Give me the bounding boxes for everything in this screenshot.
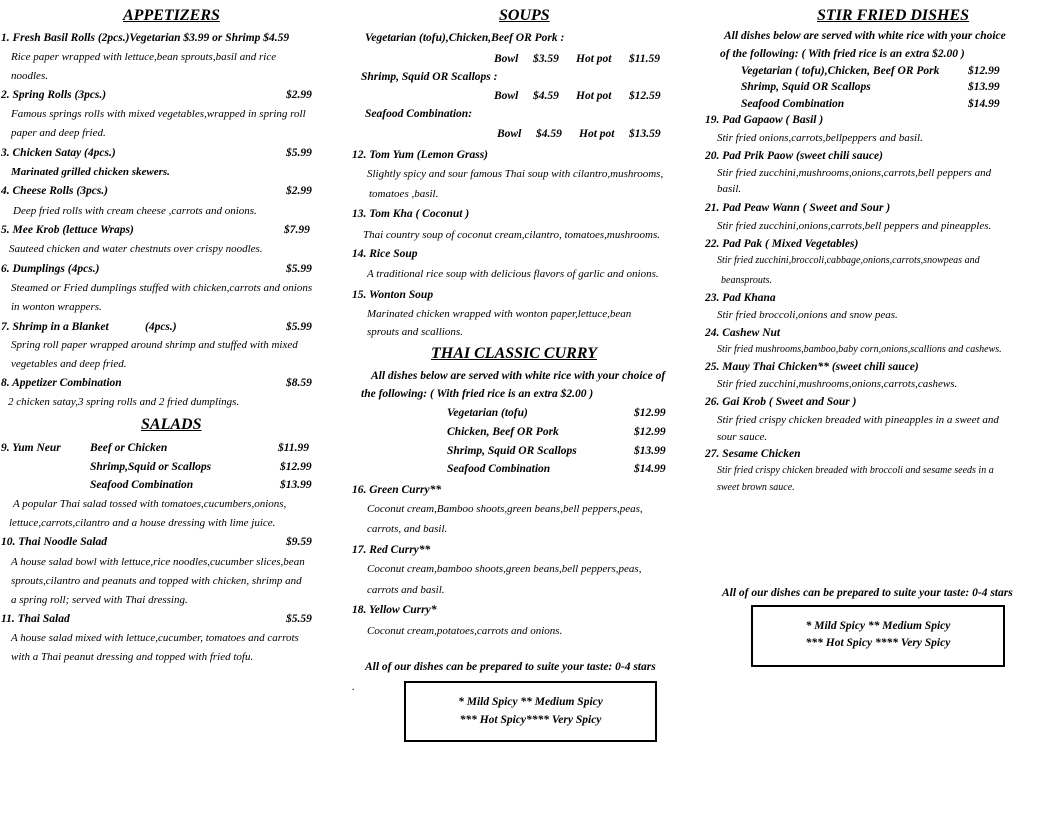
- curry-heading: THAI CLASSIC CURRY: [431, 345, 597, 362]
- item-9-option: Seafood Combination: [90, 479, 194, 491]
- bowl-label: Bowl: [497, 128, 522, 140]
- hotpot-price: $11.59: [629, 53, 660, 65]
- item-9-desc: lettuce,carrots,cilantro and a house dressing with lime juice.: [9, 517, 276, 529]
- item-17-title: 17. Red Curry**: [352, 544, 431, 556]
- item-27-desc: Stir fried crispy chicken breaded with broccoli and sesame seeds in a: [717, 465, 994, 476]
- item-14-title: 14. Rice Soup: [352, 248, 418, 260]
- item-1-title: 1. Fresh Basil Rolls (2pcs.)Vegetarian $3.99 or Shrimp $4.59: [1, 32, 290, 44]
- item-27-desc: sweet brown sauce.: [717, 482, 795, 493]
- item-2-price: $2.99: [286, 89, 312, 101]
- item-11-title: 11. Thai Salad: [1, 613, 70, 625]
- item-15-desc: sprouts and scallions.: [367, 326, 463, 338]
- item-18-title: 18. Yellow Curry*: [352, 604, 437, 616]
- stirfry-price: $14.99: [968, 98, 1000, 110]
- item-1-desc: noodles.: [11, 70, 48, 82]
- stirfry-intro: All dishes below are served with white rice with your choice: [724, 30, 1006, 42]
- item-16-title: 16. Green Curry**: [352, 484, 442, 496]
- curry-intro: All dishes below are served with white rice with your choice of: [371, 370, 666, 382]
- item-10-desc: A house salad bowl with lettuce,rice noodles,cucumber slices,bean: [11, 556, 305, 568]
- curry-price: $12.99: [634, 426, 666, 438]
- stirfry-option: Vegetarian ( tofu),Chicken, Beef OR Pork: [741, 65, 940, 77]
- item-8-desc: 2 chicken satay,3 spring rolls and 2 fried dumplings.: [8, 396, 240, 408]
- bowl-label: Bowl: [494, 90, 519, 102]
- item-9-price: $13.99: [280, 479, 312, 491]
- soup-group-label: Seafood Combination:: [365, 108, 473, 120]
- curry-option: Shrimp, Squid OR Scallops: [447, 445, 577, 457]
- hotpot-price: $12.59: [629, 90, 661, 102]
- item-2-title: 2. Spring Rolls (3pcs.): [1, 89, 107, 101]
- hotpot-label: Hot pot: [576, 53, 612, 65]
- spice-legend-box: [751, 605, 1005, 667]
- item-12-title: 12. Tom Yum (Lemon Grass): [352, 149, 489, 161]
- stirfry-option: Seafood Combination: [741, 98, 845, 110]
- soup-group-label: Vegetarian (tofu),Chicken,Beef OR Pork :: [365, 32, 565, 44]
- item-24-title: 24. Cashew Nut: [705, 327, 781, 339]
- stirfry-heading: STIR FRIED DISHES: [817, 7, 970, 24]
- item-26-desc: Stir fried crispy chicken breaded with pineapples in a sweet and: [717, 414, 999, 426]
- item-26-desc: sour sauce.: [717, 431, 768, 443]
- curry-price: $14.99: [634, 463, 666, 475]
- bowl-label: Bowl: [494, 53, 519, 65]
- item-14-desc: A traditional rice soup with delicious flavors of garlic and onions.: [367, 268, 659, 280]
- item-7-desc: vegetables and deep fried.: [11, 358, 127, 370]
- spice-legend-line: *** Hot Spicy**** Very Spicy: [459, 714, 602, 726]
- item-3-price: $5.99: [286, 147, 312, 159]
- item-8-title: 8. Appetizer Combination: [1, 377, 122, 389]
- item-5-desc: Sauteed chicken and water chestnuts over crispy noodles.: [9, 243, 263, 255]
- item-6-desc: in wonton wrappers.: [11, 301, 102, 313]
- item-9-price: $12.99: [280, 461, 312, 473]
- taste-note: All of our dishes can be prepared to suite your taste: 0-4 stars: [365, 661, 656, 673]
- item-13-title: 13. Tom Kha ( Coconut ): [352, 208, 470, 220]
- hotpot-label: Hot pot: [579, 128, 615, 140]
- item-26-title: 26. Gai Krob ( Sweet and Sour ): [705, 396, 857, 408]
- item-17-desc: Coconut cream,bamboo shoots,green beans,bell peppers,peas,: [367, 563, 642, 575]
- item-23-desc: Stir fried broccoli,onions and snow peas.: [717, 309, 898, 321]
- item-7-title: 7. Shrimp in a Blanket: [1, 321, 109, 333]
- salads-heading: SALADS: [141, 416, 202, 433]
- curry-price: $13.99: [634, 445, 666, 457]
- item-8-price: $8.59: [286, 377, 312, 389]
- item-15-desc: Marinated chicken wrapped with wonton paper,lettuce,bean: [367, 308, 632, 320]
- stirfry-price: $12.99: [968, 65, 1000, 77]
- item-11-price: $5.59: [286, 613, 312, 625]
- item-19-desc: Stir fried onions,carrots,bellpeppers and basil.: [717, 132, 923, 144]
- curry-intro: the following: ( With fried rice is an extra $2.00 ): [361, 388, 594, 400]
- spice-legend-box: [404, 681, 657, 742]
- item-7-desc: Spring roll paper wrapped around shrimp and stuffed with mixed: [11, 339, 298, 351]
- item-3-desc: Marinated grilled chicken skewers.: [11, 166, 170, 178]
- stray-dot: .: [352, 681, 355, 693]
- taste-note: All of our dishes can be prepared to suite your taste: 0-4 stars: [722, 587, 1013, 599]
- item-7-qty: (4pcs.): [145, 321, 177, 333]
- hotpot-label: Hot pot: [576, 90, 612, 102]
- item-12-desc: Slightly spicy and sour famous Thai soup with cilantro,mushrooms,: [367, 168, 664, 180]
- item-9-title: 9. Yum Neur: [1, 442, 61, 454]
- stirfry-intro: of the following: ( With fried rice is an extra $2.00 ): [720, 48, 965, 60]
- hotpot-price: $13.59: [629, 128, 661, 140]
- item-22-title: 22. Pad Pak ( Mixed Vegetables): [705, 238, 859, 250]
- item-19-title: 19. Pad Gapaow ( Basil ): [705, 114, 824, 126]
- item-9-option: Beef or Chicken: [90, 442, 168, 454]
- item-20-title: 20. Pad Prik Paow (sweet chili sauce): [705, 150, 883, 162]
- curry-option: Seafood Combination: [447, 463, 551, 475]
- appetizers-heading: APPETIZERS: [123, 7, 220, 24]
- item-2-desc: Famous springs rolls with mixed vegetables,wrapped in spring roll: [11, 108, 306, 120]
- item-18-desc: Coconut cream,potatoes,carrots and onions.: [367, 625, 563, 637]
- item-15-title: 15. Wonton Soup: [352, 289, 434, 301]
- item-11-desc: with a Thai peanut dressing and topped with fried tofu.: [11, 651, 254, 663]
- item-21-desc: Stir fried zucchini,onions,carrots,bell peppers and pineapples.: [717, 220, 992, 232]
- item-17-desc: carrots and basil.: [367, 584, 445, 596]
- item-1-desc: Rice paper wrapped with lettuce,bean sprouts,basil and rice: [11, 51, 277, 63]
- spice-legend-line: * Mild Spicy ** Medium Spicy: [805, 620, 951, 632]
- item-10-desc: a spring roll; served with Thai dressing.: [11, 594, 188, 606]
- item-27-title: 27. Sesame Chicken: [705, 448, 801, 460]
- soup-group-label: Shrimp, Squid OR Scallops :: [361, 71, 498, 83]
- spice-legend-line: *** Hot Spicy **** Very Spicy: [805, 637, 951, 649]
- item-6-desc: Steamed or Fried dumplings stuffed with chicken,carrots and onions: [11, 282, 313, 294]
- item-10-price: $9.59: [286, 536, 312, 548]
- item-22-desc: Stir fried zucchini,broccoli,cabbage,onions,carrots,snowpeas and: [717, 255, 980, 266]
- item-16-desc: carrots, and basil.: [367, 523, 448, 535]
- item-4-title: 4. Cheese Rolls (3pcs.): [1, 185, 109, 197]
- item-25-desc: Stir fried zucchini,mushrooms,onions,carrots,cashews.: [717, 378, 958, 390]
- item-9-desc: A popular Thai salad tossed with tomatoes,cucumbers,onions,: [13, 498, 287, 510]
- curry-option: Vegetarian (tofu): [447, 407, 528, 419]
- item-16-desc: Coconut cream,Bamboo shoots,green beans,bell peppers,peas,: [367, 503, 643, 515]
- item-5-title: 5. Mee Krob (lettuce Wraps): [1, 224, 134, 236]
- item-20-desc: basil.: [717, 183, 742, 195]
- item-10-title: 10. Thai Noodle Salad: [1, 536, 108, 548]
- item-7-price: $5.99: [286, 321, 312, 333]
- item-22-desc: beansprouts.: [721, 275, 773, 286]
- item-13-desc: Thai country soup of coconut cream,cilantro, tomatoes,mushrooms.: [363, 229, 660, 241]
- item-21-title: 21. Pad Peaw Wann ( Sweet and Sour ): [705, 202, 891, 214]
- bowl-price: $4.59: [533, 90, 559, 102]
- curry-price: $12.99: [634, 407, 666, 419]
- soups-heading: SOUPS: [499, 7, 550, 24]
- item-6-title: 6. Dumplings (4pcs.): [1, 263, 100, 275]
- item-9-price: $11.99: [278, 442, 309, 454]
- item-3-title: 3. Chicken Satay (4pcs.): [1, 147, 116, 159]
- stirfry-option: Shrimp, Squid OR Scallops: [741, 81, 871, 93]
- item-6-price: $5.99: [286, 263, 312, 275]
- item-20-desc: Stir fried zucchini,mushrooms,onions,carrots,bell peppers and: [717, 167, 992, 179]
- spice-legend-line: * Mild Spicy ** Medium Spicy: [458, 696, 603, 708]
- item-4-desc: Deep fried rolls with cream cheese ,carrots and onions.: [13, 205, 257, 217]
- item-23-title: 23. Pad Khana: [705, 292, 776, 304]
- item-11-desc: A house salad mixed with lettuce,cucumber, tomatoes and carrots: [11, 632, 299, 644]
- bowl-price: $3.59: [533, 53, 559, 65]
- item-9-option: Shrimp,Squid or Scallops: [90, 461, 212, 473]
- stirfry-price: $13.99: [968, 81, 1000, 93]
- item-5-price: $7.99: [284, 224, 310, 236]
- item-2-desc: paper and deep fried.: [11, 127, 106, 139]
- item-12-desc: tomatoes ,basil.: [369, 188, 439, 200]
- item-24-desc: Stir fried mushrooms,bamboo,baby corn,onions,scallions and cashews.: [717, 344, 1002, 355]
- bowl-price: $4.59: [536, 128, 562, 140]
- item-25-title: 25. Mauy Thai Chicken** (sweet chili sauce): [705, 361, 919, 373]
- item-4-price: $2.99: [286, 185, 312, 197]
- curry-option: Chicken, Beef OR Pork: [447, 426, 559, 438]
- item-10-desc: sprouts,cilantro and peanuts and topped with chicken, shrimp and: [11, 575, 302, 587]
